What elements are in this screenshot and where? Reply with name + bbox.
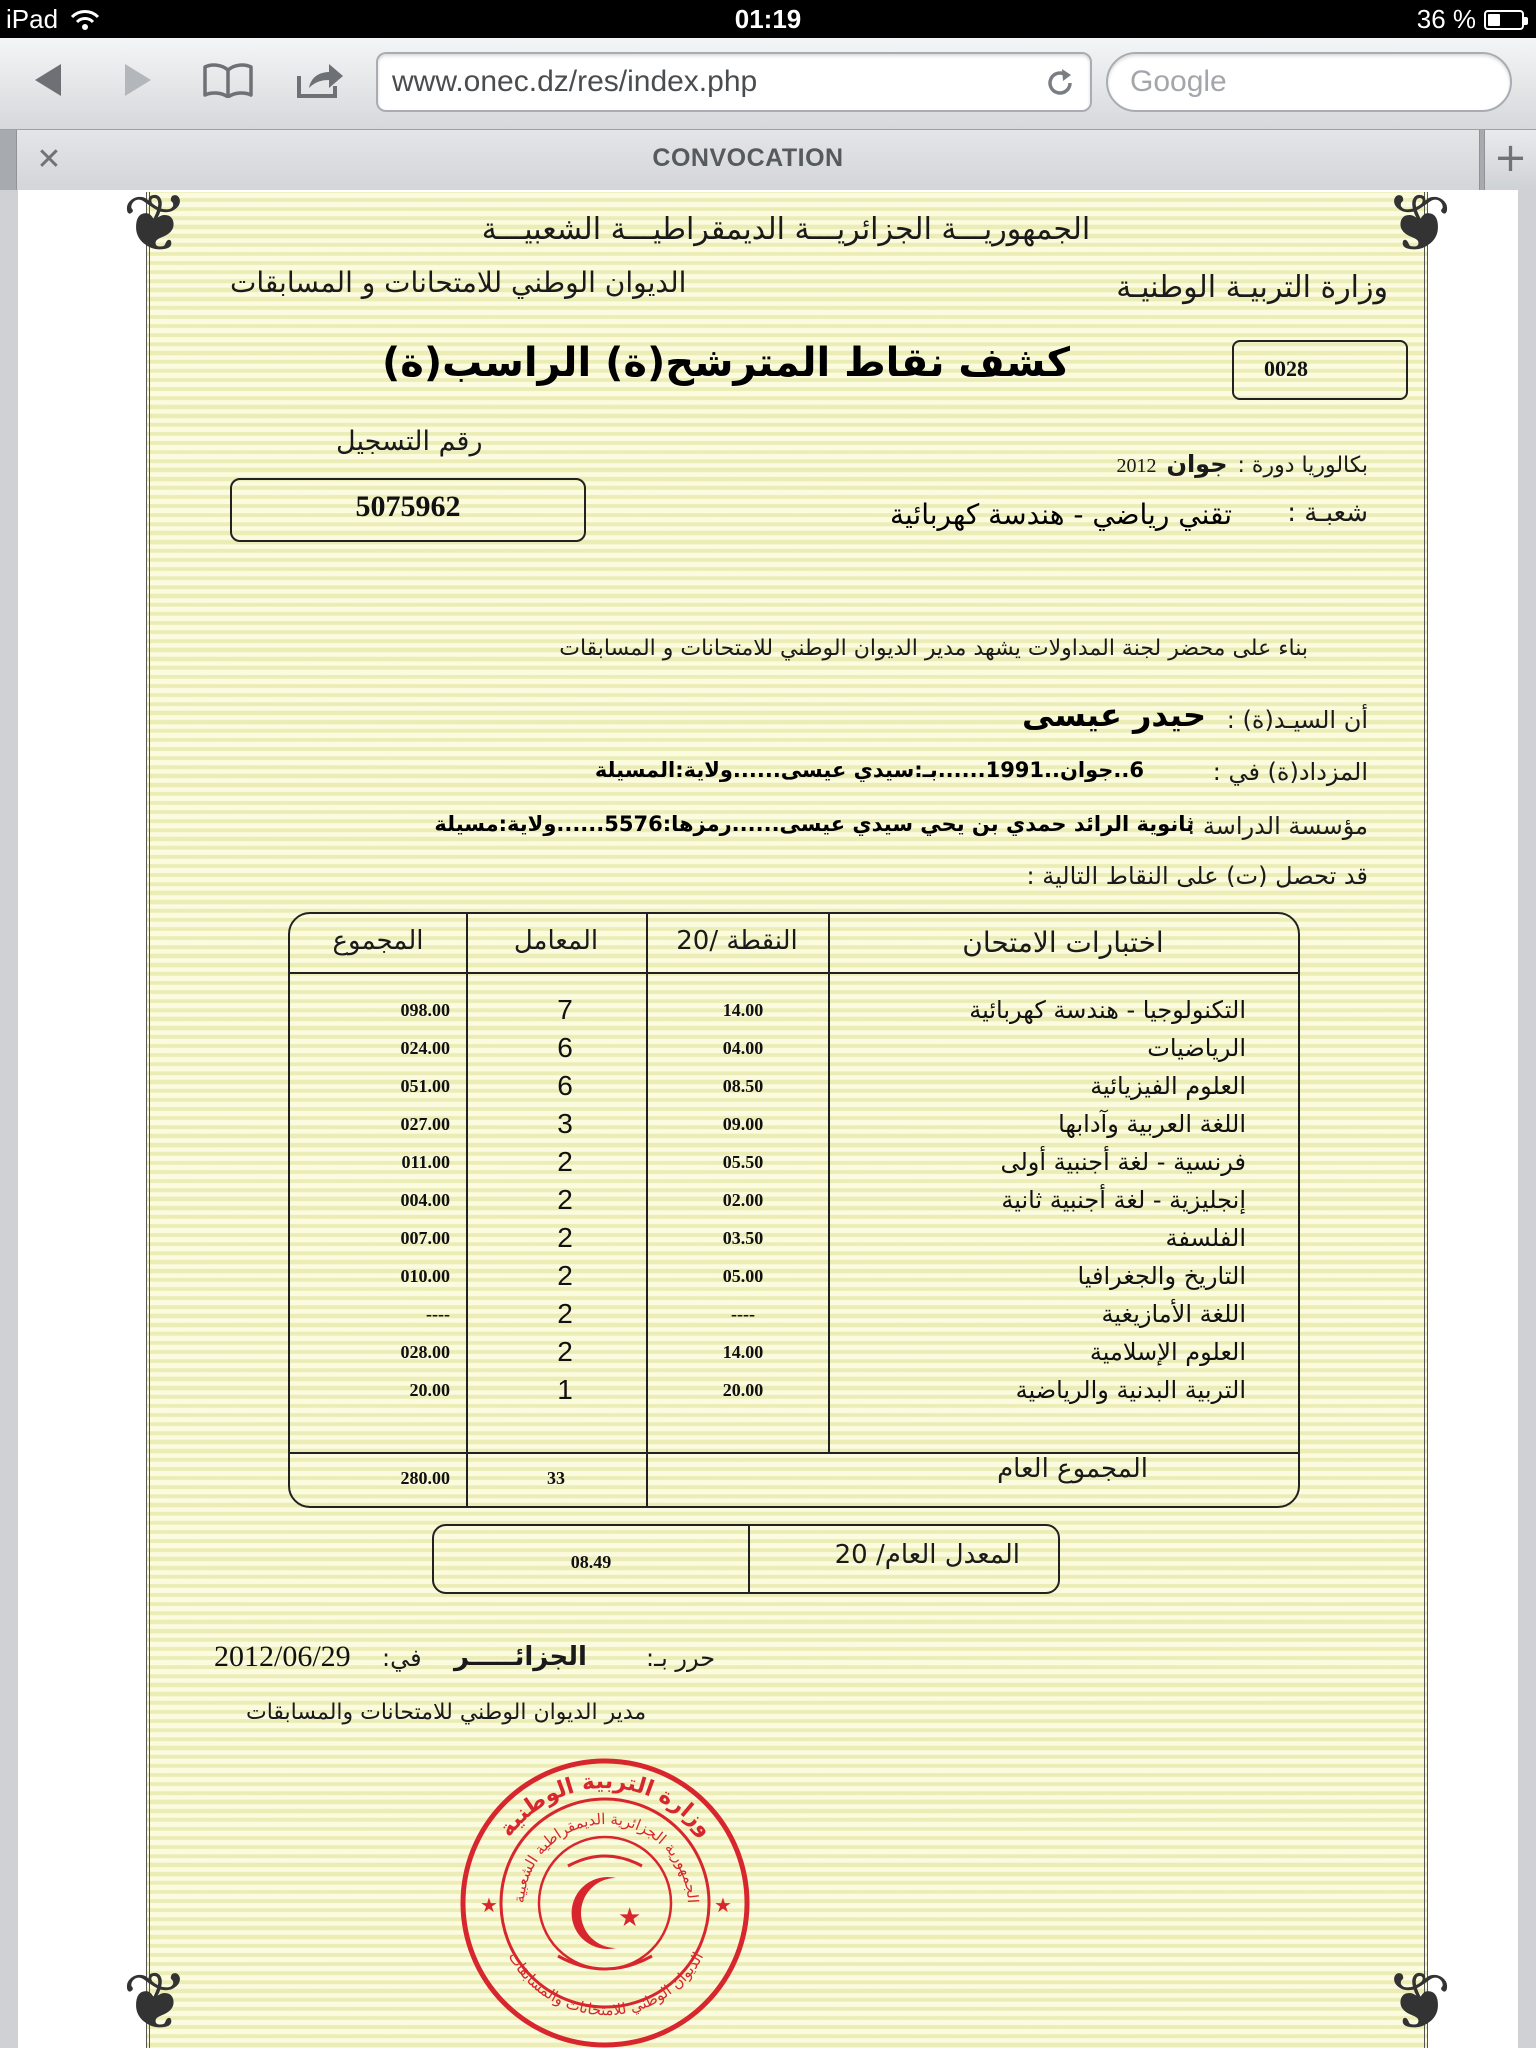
stamp-bottom-text: الديوان الوطني للامتحانات والمسابقات (504, 1948, 708, 2020)
grade-value: 14.00 (722, 1342, 764, 1362)
branch-label: شعبـة : (1287, 498, 1368, 528)
birth-label: المزداد(ة) في : (1212, 758, 1368, 786)
tab-title: CONVOCATION (652, 144, 844, 172)
header-coefficient: المعامل (513, 926, 599, 956)
address-bar[interactable] (376, 52, 1092, 112)
branch-value: تقني رياضي - هندسة كهربائية (889, 498, 1232, 531)
seal-icon (458, 1756, 752, 2048)
header-divider (290, 972, 1298, 974)
grade-value: ---- (731, 1304, 755, 1324)
grade-value: 20.00 (722, 1380, 764, 1400)
table-row (290, 1338, 1298, 1376)
subject-name: التاريخ والجغرافيا (1077, 1262, 1246, 1290)
new-tab-button[interactable] (1484, 130, 1536, 190)
search-input[interactable] (1130, 62, 1490, 102)
total-value: 027.00 (400, 1114, 450, 1134)
average-box (432, 1524, 1060, 1594)
coefficient-value: 2 (557, 1222, 573, 1253)
back-button[interactable] (16, 52, 80, 108)
coefficient-value: 7 (557, 994, 573, 1025)
signatory: مدير الديوان الوطني للامتحانات والمسابقات (246, 1700, 647, 1725)
svg-text:وزارة التربية الوطنية (495, 1769, 718, 1842)
battery-fill (1488, 14, 1500, 26)
search-bar[interactable] (1106, 52, 1512, 112)
republic-header: الجمهوريـــة الجزائريـــة الديمقراطيـــة الشعبيـــة (481, 212, 1091, 247)
subject-name: فرنسية - لغة أجنبية أولى (1000, 1148, 1246, 1176)
table-row (290, 1148, 1298, 1186)
corner-ornament-icon: ❦ (1384, 1955, 1452, 2048)
device-name: iPad (6, 4, 59, 34)
url-input[interactable] (392, 62, 1032, 102)
svg-text:★: ★ (618, 1903, 642, 1933)
battery-icon (1484, 10, 1524, 30)
open-book-icon (203, 62, 253, 98)
coefficient-value: 6 (557, 1032, 573, 1063)
ministry-name: وزارة التربيـة الوطنيـة (1116, 270, 1388, 305)
stamp-outer-text: وزارة التربية الوطنية (494, 1768, 718, 1842)
page-viewport[interactable] (18, 190, 1518, 2048)
grand-total-value: 280.00 (400, 1468, 450, 1488)
session-month: جوان (1166, 450, 1228, 478)
corner-ornament-icon: ❦ (1384, 190, 1452, 270)
coefficient-value: 2 (557, 1336, 573, 1367)
results-certificate (122, 190, 1452, 2048)
header-exam: اختبارات الامتحان (962, 926, 1164, 959)
name-label: أن السيـد(ة) : (1226, 706, 1368, 734)
total-value: 004.00 (400, 1190, 450, 1210)
grade-value: 08.50 (722, 1076, 764, 1096)
share-icon (295, 60, 345, 100)
grand-total-coefficient: 33 (547, 1468, 565, 1488)
grade-value: 14.00 (722, 1000, 764, 1020)
grade-value: 09.00 (722, 1114, 764, 1134)
issued-label: حرر بـ: (646, 1644, 716, 1672)
reload-icon (1044, 67, 1076, 99)
tab-bar (0, 130, 1536, 190)
grade-value: 03.50 (722, 1228, 764, 1248)
browser-toolbar (0, 38, 1536, 130)
plus-icon: + (1493, 135, 1528, 181)
clock: 01:19 (734, 4, 802, 34)
back-arrow-icon (31, 62, 65, 98)
subject-name: العلوم الإسلامية (1089, 1338, 1246, 1366)
column-divider (748, 1526, 750, 1592)
subject-name: التربية البدنية والرياضية (1015, 1376, 1246, 1404)
total-value: 028.00 (400, 1342, 450, 1362)
status-bar (0, 0, 1536, 38)
total-value: ---- (426, 1304, 450, 1324)
average-value: 08.49 (570, 1552, 612, 1572)
coefficient-value: 2 (557, 1298, 573, 1329)
coefficient-value: 2 (557, 1184, 573, 1215)
header-total: المجموع (332, 926, 424, 956)
coefficient-value: 1 (557, 1374, 573, 1405)
subject-name: اللغة العربية وآدابها (1058, 1110, 1246, 1138)
coefficient-value: 3 (557, 1108, 573, 1139)
coefficient-value: 6 (557, 1070, 573, 1101)
svg-text:★: ★ (480, 1893, 498, 1917)
subject-name: اللغة الأمازيغية (1101, 1300, 1246, 1328)
corner-ornament-icon: ❦ (122, 1955, 190, 2048)
subject-name: الرياضيات (1147, 1034, 1246, 1062)
certification-text: بناء على محضر لجنة المداولات يشهد مدير الديوان الوطني للامتحانات و المسابقات (559, 636, 1308, 661)
forward-button[interactable] (106, 52, 170, 108)
office-name: الديوان الوطني للامتحانات و المسابقات (230, 266, 687, 299)
coefficient-value: 2 (557, 1260, 573, 1291)
registration-label: رقم التسجيل (336, 426, 483, 457)
session-line (1116, 450, 1368, 478)
serial-box (1232, 340, 1408, 400)
total-value: 098.00 (400, 1000, 450, 1020)
table-row (290, 1262, 1298, 1300)
bookmarks-button[interactable] (196, 52, 260, 108)
obtained-label: قد تحصل (ت) على النقاط التالية : (1026, 862, 1368, 890)
average-label: المعدل العام/ 20 (834, 1540, 1020, 1570)
school-info: ثانوية الرائد حمدي بن يحي سيدي عيسى......رمزها:5576......ولاية:مسيلة (434, 812, 1194, 836)
table-row (290, 996, 1298, 1034)
forward-arrow-icon (121, 62, 155, 98)
header-grade: النقطة /20 (676, 926, 798, 956)
svg-text:الديوان الوطني للامتحانات والم (505, 1949, 707, 2020)
session-year: 2012 (1116, 455, 1157, 477)
table-row (290, 1376, 1298, 1414)
table-row (290, 1300, 1298, 1338)
total-value: 20.00 (409, 1380, 450, 1400)
total-value: 007.00 (400, 1228, 450, 1248)
total-value: 010.00 (400, 1266, 450, 1286)
registration-number: 5075962 (355, 490, 461, 523)
birth-info: 6..جوان..1991......بـ:سيدي عيسى......ولاية:المسيلة (594, 758, 1144, 782)
table-row (290, 1224, 1298, 1262)
serial-number: 0028 (1264, 356, 1308, 381)
subject-name: الفلسفة (1165, 1224, 1246, 1252)
corner-ornament-icon: ❦ (122, 190, 190, 270)
grand-total-label: المجموع العام (997, 1454, 1148, 1484)
issued-date: 2012/06/29 (214, 1640, 351, 1673)
document-title: كشف نقاط المترشح(ة) الراسب(ة) (381, 340, 1070, 386)
total-value: 024.00 (400, 1038, 450, 1058)
table-row (290, 1110, 1298, 1148)
close-tab-button[interactable] (31, 142, 67, 178)
reload-button[interactable] (1038, 62, 1082, 104)
grades-table (288, 912, 1300, 1508)
grade-value: 05.00 (722, 1266, 764, 1286)
stamp-inner-text: الجمهورية الجزائرية الديمقراطية الشعبية (509, 1809, 702, 1904)
subject-name: العلوم الفيزيائية (1090, 1072, 1246, 1100)
share-button[interactable] (288, 52, 352, 108)
official-stamp (458, 1756, 752, 2048)
subject-name: التكنولوجيا - هندسة كهربائية (969, 996, 1246, 1024)
subject-name: إنجليزية - لغة أجنبية ثانية (1001, 1186, 1246, 1214)
issued-place: الجزائـــــر (454, 1642, 587, 1672)
table-row (290, 1072, 1298, 1110)
total-value: 011.00 (401, 1152, 450, 1172)
table-row (290, 1186, 1298, 1224)
table-row (290, 1034, 1298, 1072)
date-label: في: (382, 1644, 422, 1672)
battery-percent: 36 % (1416, 4, 1476, 34)
close-icon: ✕ (36, 142, 62, 177)
grade-value: 05.50 (722, 1152, 764, 1172)
coefficient-value: 2 (557, 1146, 573, 1177)
school-label: مؤسسة الدراسة : (1187, 812, 1368, 840)
session-label: بكالوريا دورة : (1237, 453, 1368, 478)
tab-convocation[interactable] (16, 130, 1480, 190)
grade-value: 04.00 (722, 1038, 764, 1058)
registration-box (230, 478, 586, 542)
total-value: 051.00 (400, 1076, 450, 1096)
svg-text:★: ★ (714, 1893, 732, 1917)
grade-value: 02.00 (722, 1190, 764, 1210)
candidate-name: حيدر عيسى (1021, 696, 1206, 734)
